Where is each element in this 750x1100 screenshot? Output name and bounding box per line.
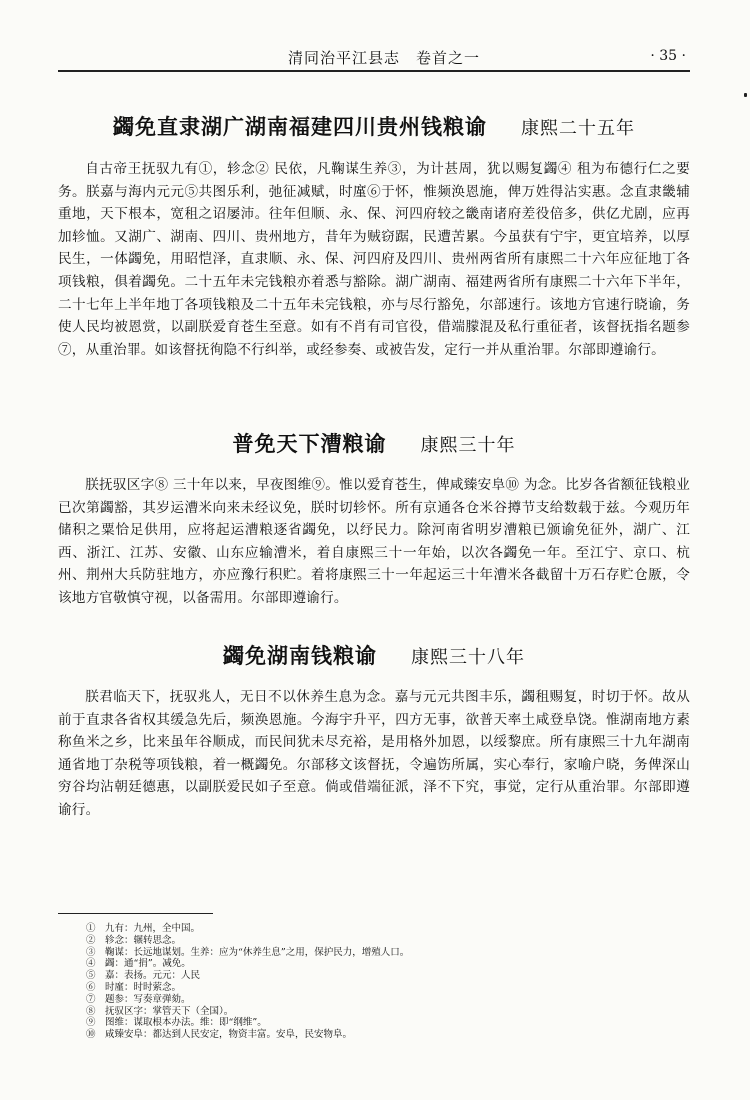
section-title: 普免天下漕粮谕 [232,432,387,456]
page-number: · 35 · [650,48,686,64]
footnote: ② 轸念：辗转思念。 [86,934,182,946]
footnote: ③ 鞠谋：长远地谋划。生养：应为“休养生息”之用，保护民力，增殖人口。 [86,946,410,958]
footnote: ⑥ 时廑：时时萦念。 [86,981,182,993]
footnote: ⑦ 题参：写奏章弹劾。 [86,993,191,1005]
footnotes [86,923,686,1041]
section-date: 康熙二十五年 [521,118,635,139]
section-body: 朕抚驭区字⑧ 三十年以来，早夜图维⑨。惟以爱育苍生，俾咸臻安阜⑩ 为念。比岁各省额征钱粮业已次第蠲豁，其岁运漕米向来未经议免，朕时切轸怀。所有京通各仓米谷撙节支给数载于兹。今观历年储积之粟恰足供用，应将起运漕粮逐省蠲免，以纾民力。除河南省明岁漕粮已颁谕免征外，湖广、江西、浙江、江苏、安徽、山东应输漕米，着自康熙三十一年始，以次各蠲免一年。至江宁、京口、杭州、荆州大兵防驻地方，亦应豫行积贮。着将康熙三十一年起运三十年漕米各截留十万石存贮仓厫，令该地方官敬慎守视，以备需用。尔部即遵谕行。 [58,477,690,606]
running-header [58,44,690,72]
footnote-rule [58,913,213,914]
footnote: ④ 蠲：通“捐”。减免。 [86,958,191,970]
footnote: ⑨ 图维：谋取根本办法。维：即“纲维”。 [86,1017,267,1029]
section-title: 蠲免直隶湖广湖南福建四川贵州钱粮谕 [113,115,487,139]
book-title: 清同治平江县志 卷首之一 [288,49,481,67]
footnote: ⑧ 抚驭区字：掌管天下（全国）。 [86,1005,234,1017]
section-title: 蠲免湖南钱粮谕 [223,644,377,668]
scan-speck [744,93,747,97]
section-heading [58,640,690,670]
section-body: 朕君临天下，抚驭兆人，无日不以休养生息为念。嘉与元元共图丰乐，蠲租赐复，时切于怀。故从前于直隶各省权其缓急先后，频涣恩施。今海宇升平，四方无事，欲普天率土咸登阜饶。惟湖南地方素称鱼米之乡，比来虽年谷顺成，而民间犹未尽充裕，是用格外加恩，以绥黎庶。所有康熙三十九年湖南通省地丁杂税等项钱粮，着一概蠲免。尔部移文该督抚，令遍饬所属，实心奉行，家喻户晓，务俾深山穷谷均沾朝廷德惠，以副朕爱民如子至意。倘或借端征派，泽不下究，事觉，定行从重治罪。尔部即遵谕行。 [58,689,690,818]
section-body: 自古帝王抚驭九有①，轸念② 民依，凡鞠谋生养③，为计甚周，犹以赐复蠲④ 租为布德行仁之要务。朕嘉与海内元元⑤共图乐利，弛征减赋，时廑⑥于怀，惟频涣恩施，俾万姓得沾实惠。念直隶畿辅重地，天下根本，宽租之诏屡沛。往年但顺、永、保、河四府较之畿南诸府差役倍多，供亿尤剧，应再加轸恤。又湖广、湖南、四川、贵州地方，昔年为贼窃踞，民遭苦累。今虽获有宁宇，更宜培养，以厚民生，一体蠲免，用昭恺泽，直隶顺、永、保、河四府及四川、贵州两省所有康熙二十六年应征地丁各项钱粮，俱着蠲免。二十五年未完钱粮亦着悉与豁除。湖广湖南、福建两省所有康熙二十六年下半年，二十七年上半年地丁各项钱粮及二十五年未完钱粮，亦与尽行豁免，尔部速行。该地方官速行晓谕，务使人民均被恩赏，以副朕爱育苍生至意。如有不肖有司官役，借端朦混及私行重征者，该督抚指名题参⑦，从重治罪。如该督抚徇隐不行纠举，或经参奏、或被告发，定行一并从重治罪。尔部即遵谕行。 [58,161,690,358]
footnote: ⑩ 咸臻安阜：都达到人民安定，物资丰富。安阜，民安物阜。 [86,1029,353,1041]
section-heading [58,111,690,141]
section-heading [58,428,690,458]
section-date: 康熙三十年 [420,435,516,456]
footnote: ⑤ 嘉：表扬。元元：人民 [86,970,201,982]
section-date: 康熙三十八年 [411,647,525,668]
footnote: ① 九有：九州，全中国。 [86,923,201,934]
